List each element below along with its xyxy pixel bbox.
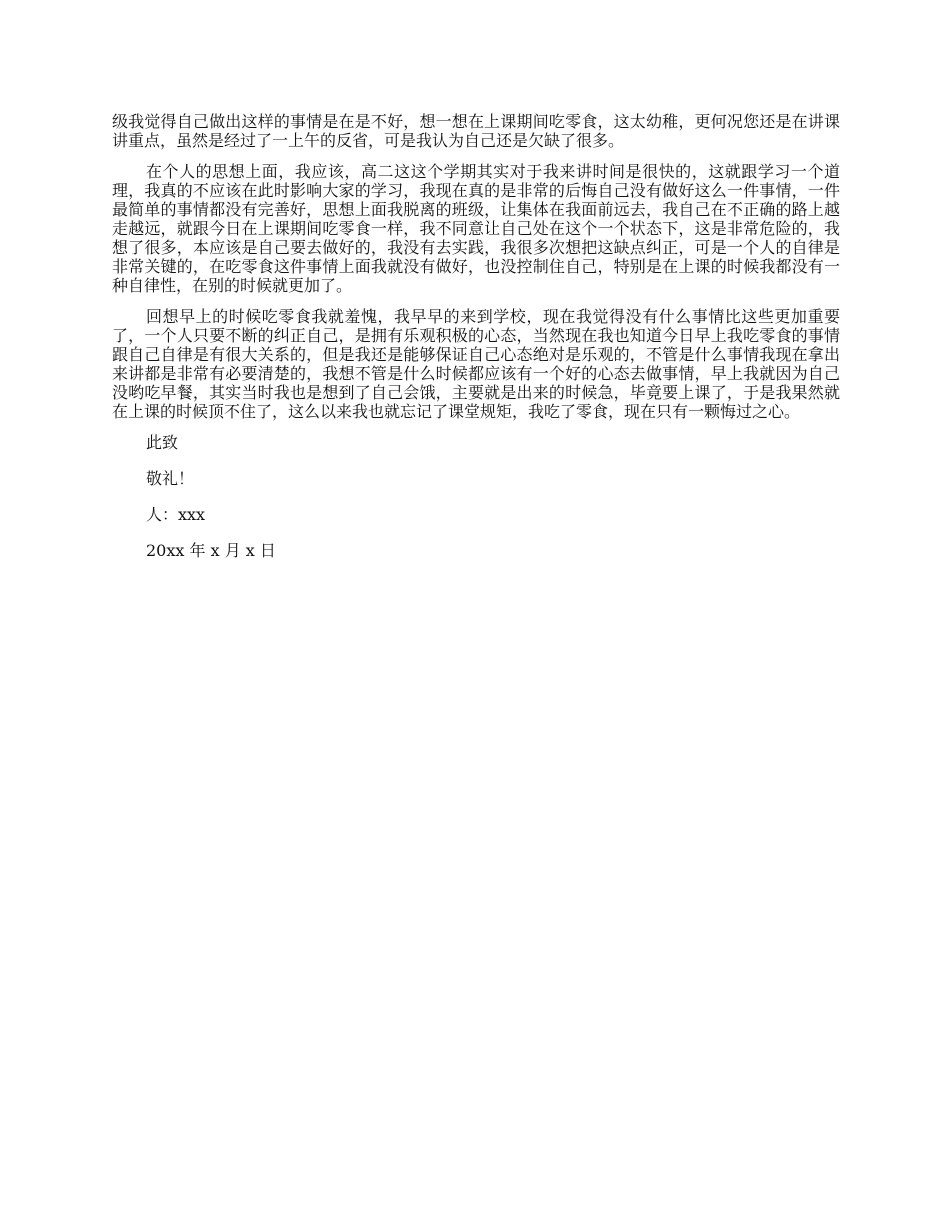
closing-regards: 敬礼！: [146, 469, 195, 488]
letter-page: [112, 112, 840, 577]
paragraph-2: 在个人的思想上面，我应该，高二这这个学期其实对于我来讲时间是很快的，这就跟学习一个道理，我真的不应该在此时影响大家的学习，我现在真的是非常的后悔自己没有做好这么一件事情，一件最简单的事情都没有完善好，思想上面我脱离的班级，让集体在我面前远去，我自己在不正确的路上越走越远，就跟今日在上课期间吃零食一样，我不同意让自己处在这个一个状态下，这是非常危险的，我想了很多，本应该是自己要去做好的，我没有去实践，我很多次想把这缺点纠正，可是一个人的自律是非常关键的，在吃零食这件事情上面我就没有做好，也没控制住自己，特别是在上课的时候我都没有一种自律性，在别的时候就更加了。: [112, 162, 840, 295]
paragraph-1: 级我觉得自己做出这样的事情是在是不好，想一想在上课期间吃零食，这太幼稚，更何况您还是在讲课讲重点，虽然是经过了一上午的反省，可是我认为自己还是欠缺了很多。: [112, 112, 840, 150]
signer-line: 人：xxx: [146, 505, 206, 524]
date-line: 20xx 年 x 月 x 日: [146, 541, 276, 560]
closing-salutation: 此致: [146, 433, 179, 452]
paragraph-3: 回想早上的时候吃零食我就羞愧，我早早的来到学校，现在我觉得没有什么事情比这些更加重要了，一个人只要不断的纠正自己，是拥有乐观积极的心态，当然现在我也知道今日早上我吃零食的事情跟自己自律是有很大关系的，但是我还是能够保证自己心态绝对是乐观的，不管是什么事情我现在拿出来讲都是非常有必要清楚的，我想不管是什么时候都应该有一个好的心态去做事情，早上我就因为自己没哟吃早餐，其实当时我也是想到了自己会饿，主要就是出来的时候急，毕竟要上课了，于是我果然就在上课的时候顶不住了，这么以来我也就忘记了课堂规矩，我吃了零食，现在只有一颗悔过之心。: [112, 307, 840, 421]
